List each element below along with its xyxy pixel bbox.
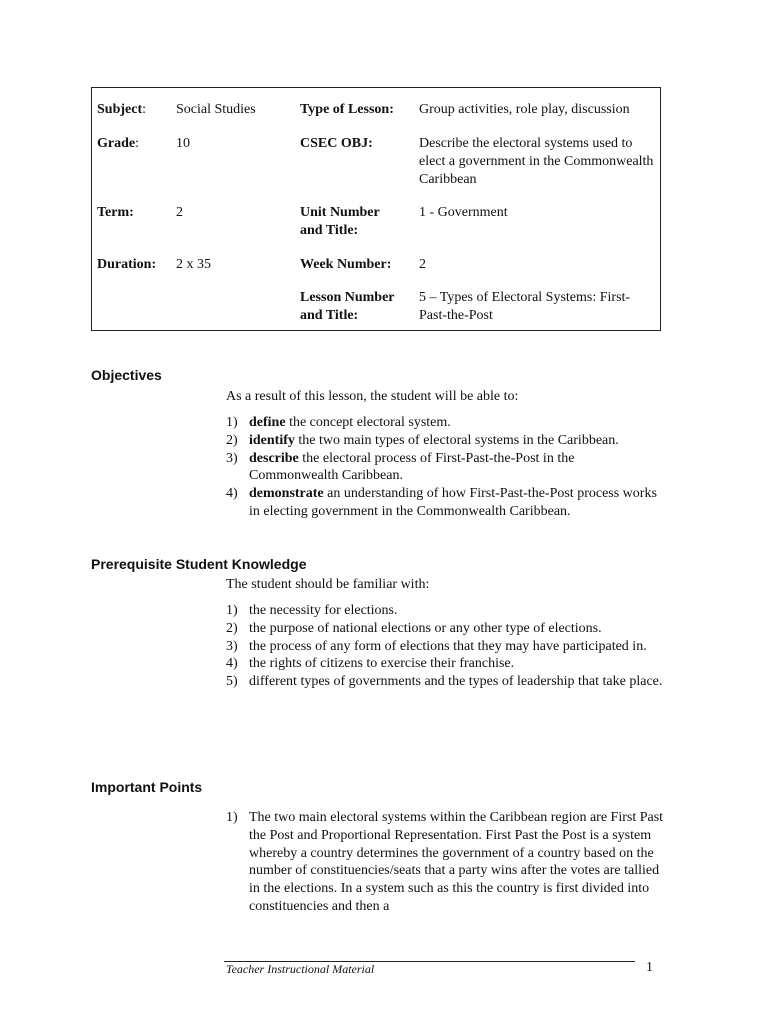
prerequisites-list — [226, 602, 666, 691]
term-label: Term: — [97, 205, 134, 220]
list-item — [226, 450, 666, 486]
week-number-value: 2 — [419, 257, 426, 272]
list-item-text: the two main types of electoral systems in the Caribbean. — [294, 432, 619, 448]
list-item — [226, 638, 666, 656]
type-of-lesson-value: Group activities, role play, discussion — [419, 102, 630, 117]
list-item-text: an understanding of how First-Past-the-Post process works in electing government in the Commonwealth Caribbean. — [249, 486, 657, 519]
list-item-text: the purpose of national elections or any other type of elections. — [249, 620, 602, 636]
lesson-info-box — [91, 87, 661, 331]
list-item — [226, 673, 666, 691]
list-item-number: 1) — [226, 603, 238, 618]
important-points-heading: Important Points — [91, 779, 203, 795]
list-item-number: 3) — [226, 450, 238, 466]
list-item-number: 2) — [226, 432, 238, 448]
list-item-verb: define — [249, 415, 286, 430]
grade-label: Grade: — [97, 136, 139, 151]
list-item-number: 1) — [226, 415, 238, 430]
csec-obj-value: Describe the electoral systems used to elect a government in the Commonwealth Caribbean — [419, 136, 654, 187]
objectives-list — [226, 414, 666, 521]
list-item-number: 4) — [226, 486, 238, 502]
list-item — [226, 432, 666, 450]
list-item-number: 1) — [226, 810, 238, 825]
subject-value: Social Studies — [176, 102, 256, 117]
lesson-number-value: 5 – Types of Electoral Systems: First-Past-the-Post — [419, 290, 631, 323]
list-item-number: 4) — [226, 656, 238, 672]
list-item — [226, 620, 666, 638]
page-number: 1 — [646, 960, 653, 975]
duration-label: Duration: — [97, 257, 157, 272]
csec-obj-label: CSEC OBJ: — [300, 136, 373, 151]
lesson-number-label: Lesson Number and Title: — [300, 290, 395, 323]
list-item — [226, 485, 666, 521]
list-item-number: 3) — [226, 638, 238, 654]
unit-label: Unit Number and Title: — [300, 205, 380, 238]
list-item-verb: identify — [249, 432, 295, 448]
list-item-number: 2) — [226, 620, 238, 636]
list-item — [226, 809, 666, 916]
term-value: 2 — [176, 205, 183, 220]
type-of-lesson-label: Type of Lesson: — [300, 102, 394, 117]
list-item-text: the necessity for elections. — [249, 603, 398, 618]
week-number-label: Week Number: — [300, 257, 392, 272]
list-item — [226, 655, 666, 673]
list-item-text: different types of governments and the types of leadership that take place. — [249, 674, 663, 690]
important-points-list — [226, 809, 666, 916]
list-item-text: the electoral process of First-Past-the-Post in the Commonwealth Caribbean. — [249, 450, 575, 484]
list-item-text: the rights of citizens to exercise their franchise. — [249, 656, 515, 672]
unit-value: 1 - Government — [419, 205, 508, 220]
objectives-intro: As a result of this lesson, the student will be able to: — [226, 389, 519, 404]
footer-text: Teacher Instructional Material — [226, 962, 375, 976]
duration-value: 2 x 35 — [176, 257, 211, 272]
list-item-text: the process of any form of elections that they may have participated in. — [249, 638, 647, 654]
list-item — [226, 414, 666, 432]
list-item-text: The two main electoral systems within the Caribbean region are First Past the Post and Proportional Representation. First Past the Post is a system whereby a country determines the government of a country based on the number of constituencies/seats that a party wins after the votes are tallied in the elections. In a system such as this the country is first divided into constituencies and then a — [249, 810, 664, 914]
list-item-text: the concept electoral system. — [285, 415, 451, 430]
prerequisites-heading: Prerequisite Student Knowledge — [91, 556, 307, 572]
prerequisites-intro: The student should be familiar with: — [226, 577, 430, 592]
list-item — [226, 602, 666, 620]
objectives-heading: Objectives — [91, 367, 162, 383]
list-item-verb: demonstrate — [249, 486, 324, 502]
list-item-verb: describe — [249, 450, 299, 466]
subject-label: Subject: — [97, 102, 147, 117]
list-item-number: 5) — [226, 674, 238, 690]
grade-value: 10 — [176, 136, 190, 151]
